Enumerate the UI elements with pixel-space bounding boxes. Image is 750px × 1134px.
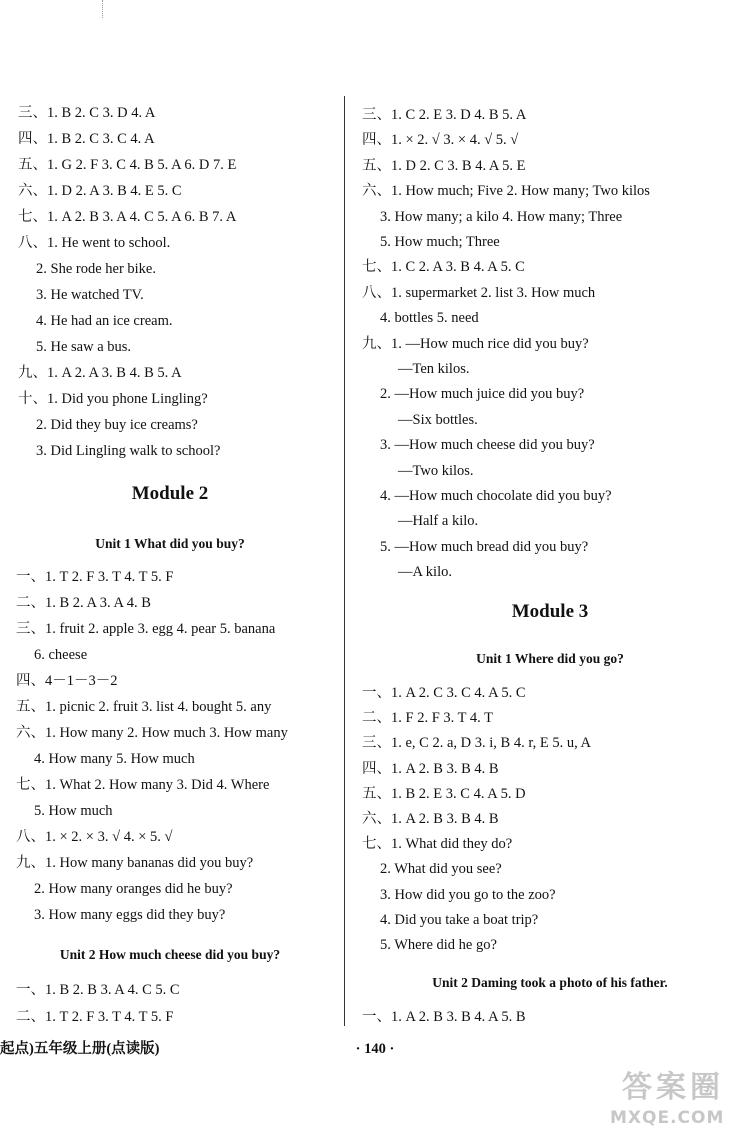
unit-heading: Unit 1 What did you buy? xyxy=(95,536,245,551)
watermark-logo xyxy=(604,1072,748,1132)
answer-line: 一、1. T 2. F 3. T 4. T 5. F xyxy=(16,569,174,585)
answer-line: 六、1. A 2. B 3. B 4. B xyxy=(362,811,499,827)
unit-heading: Unit 2 Daming took a photo of his father. xyxy=(432,975,668,990)
answer-line: 一、1. A 2. C 3. C 4. A 5. C xyxy=(362,685,526,701)
watermark-logo-text: 答案圈 xyxy=(622,1070,724,1105)
answer-line: 三、1. e, C 2. a, D 3. i, B 4. r, E 5. u, A xyxy=(362,735,591,752)
answer-line: 四、1. B 2. C 3. C 4. A xyxy=(18,131,155,147)
answer-line: 3. Did Lingling walk to school? xyxy=(36,443,221,459)
answer-line: 5. How much xyxy=(34,803,113,819)
answer-line: —Two kilos. xyxy=(398,462,474,479)
top-margin-mark xyxy=(102,0,104,18)
answer-line: 6. cheese xyxy=(34,647,88,663)
answer-line: 五、1. D 2. C 3. B 4. A 5. E xyxy=(362,157,526,174)
answer-line: 5. He saw a bus. xyxy=(36,339,132,355)
answer-line: 五、1. G 2. F 3. C 4. B 5. A 6. D 7. E xyxy=(18,157,237,173)
answer-line: 三、1. C 2. E 3. D 4. B 5. A xyxy=(362,107,527,123)
answer-line: 2. —How much juice did you buy? xyxy=(380,386,585,403)
answer-line: 七、1. What did they do? xyxy=(362,836,513,853)
answer-line: 二、1. B 2. A 3. A 4. B xyxy=(16,595,151,611)
answer-line: 八、1. × 2. × 3. √ 4. × 5. √ xyxy=(16,829,173,845)
answer-line: 三、1. B 2. C 3. D 4. A xyxy=(18,105,156,121)
answer-line: 4. bottles 5. need xyxy=(380,310,479,327)
answer-line: 2. What did you see? xyxy=(380,861,502,878)
answer-line: —A kilo. xyxy=(398,564,452,581)
answer-line: 4. Did you take a boat trip? xyxy=(380,911,539,928)
answer-line: 七、1. What 2. How many 3. Did 4. Where xyxy=(16,777,270,793)
answer-line: 4. —How much chocolate did you buy? xyxy=(380,488,612,504)
answer-line: 3. —How much cheese did you buy? xyxy=(380,437,595,454)
answer-line: 3. How many; a kilo 4. How many; Three xyxy=(380,208,623,225)
answer-line: 五、1. picnic 2. fruit 3. list 4. bought 5. any xyxy=(16,699,272,715)
answer-line: —Six bottles. xyxy=(398,411,478,428)
answer-line: 2. How many oranges did he buy? xyxy=(34,881,233,897)
module-heading: Module 3 xyxy=(511,601,589,622)
answer-line: 3. He watched TV. xyxy=(36,287,144,303)
unit-heading: Unit 2 How much cheese did you buy? xyxy=(59,947,281,962)
answer-line: 九、1. —How much rice did you buy? xyxy=(362,335,589,352)
answer-line: 七、1. C 2. A 3. B 4. A 5. C xyxy=(362,259,525,276)
answer-line: 二、1. F 2. F 3. T 4. T xyxy=(362,710,493,727)
answer-line: —Half a kilo. xyxy=(398,513,479,530)
answer-line: 八、1. He went to school. xyxy=(18,235,171,251)
answer-line: 一、1. B 2. B 3. A 4. C 5. C xyxy=(16,982,180,998)
unit-heading: Unit 1 Where did you go? xyxy=(476,651,624,666)
answer-line: 九、1. How many bananas did you buy? xyxy=(16,855,254,871)
answer-line: 一、1. A 2. B 3. B 4. A 5. B xyxy=(362,1009,526,1025)
answer-line: 十、1. Did you phone Lingling? xyxy=(18,391,208,407)
answer-line: 三、1. fruit 2. apple 3. egg 4. pear 5. banana xyxy=(16,621,276,637)
answer-line: 六、1. How many 2. How much 3. How many xyxy=(16,725,288,741)
module-heading: Module 2 xyxy=(131,483,209,504)
answer-line: 七、1. A 2. B 3. A 4. C 5. A 6. B 7. A xyxy=(18,209,237,225)
answer-line: 4. He had an ice cream. xyxy=(36,313,173,329)
answer-line: 四、1. A 2. B 3. B 4. B xyxy=(362,760,499,777)
answer-line: 3. How many eggs did they buy? xyxy=(34,907,226,923)
answer-line: 2. Did they buy ice creams? xyxy=(36,417,198,433)
answer-line: 二、1. T 2. F 3. T 4. T 5. F xyxy=(16,1009,174,1025)
answer-line: 3. How did you go to the zoo? xyxy=(380,886,556,903)
answer-line: 四、1. × 2. √ 3. × 4. √ 5. √ xyxy=(362,132,519,149)
answer-line: 5. —How much bread did you buy? xyxy=(380,538,589,555)
answer-line: —Ten kilos. xyxy=(398,361,470,377)
answer-line: 四、4－1－3－2 xyxy=(16,673,118,689)
watermark-url: MXQE.COM xyxy=(610,1108,725,1128)
answer-line: 5. How much; Three xyxy=(380,234,500,250)
answer-line: 4. How many 5. How much xyxy=(34,751,195,767)
footer-page-number: · 140 · xyxy=(355,1041,395,1057)
answer-line: 九、1. A 2. A 3. B 4. B 5. A xyxy=(18,365,182,381)
answer-line: 2. She rode her bike. xyxy=(36,261,156,277)
answer-line: 八、1. supermarket 2. list 3. How much xyxy=(362,284,596,301)
footer-book-label: 起点)五年级上册(点读版) xyxy=(0,1041,160,1057)
column-divider xyxy=(344,96,345,1026)
answer-line: 5. Where did he go? xyxy=(380,937,497,953)
answer-line: 六、1. D 2. A 3. B 4. E 5. C xyxy=(18,183,182,199)
answer-line: 五、1. B 2. E 3. C 4. A 5. D xyxy=(362,785,526,802)
answer-line: 六、1. How much; Five 2. How many; Two kilos xyxy=(362,183,650,200)
